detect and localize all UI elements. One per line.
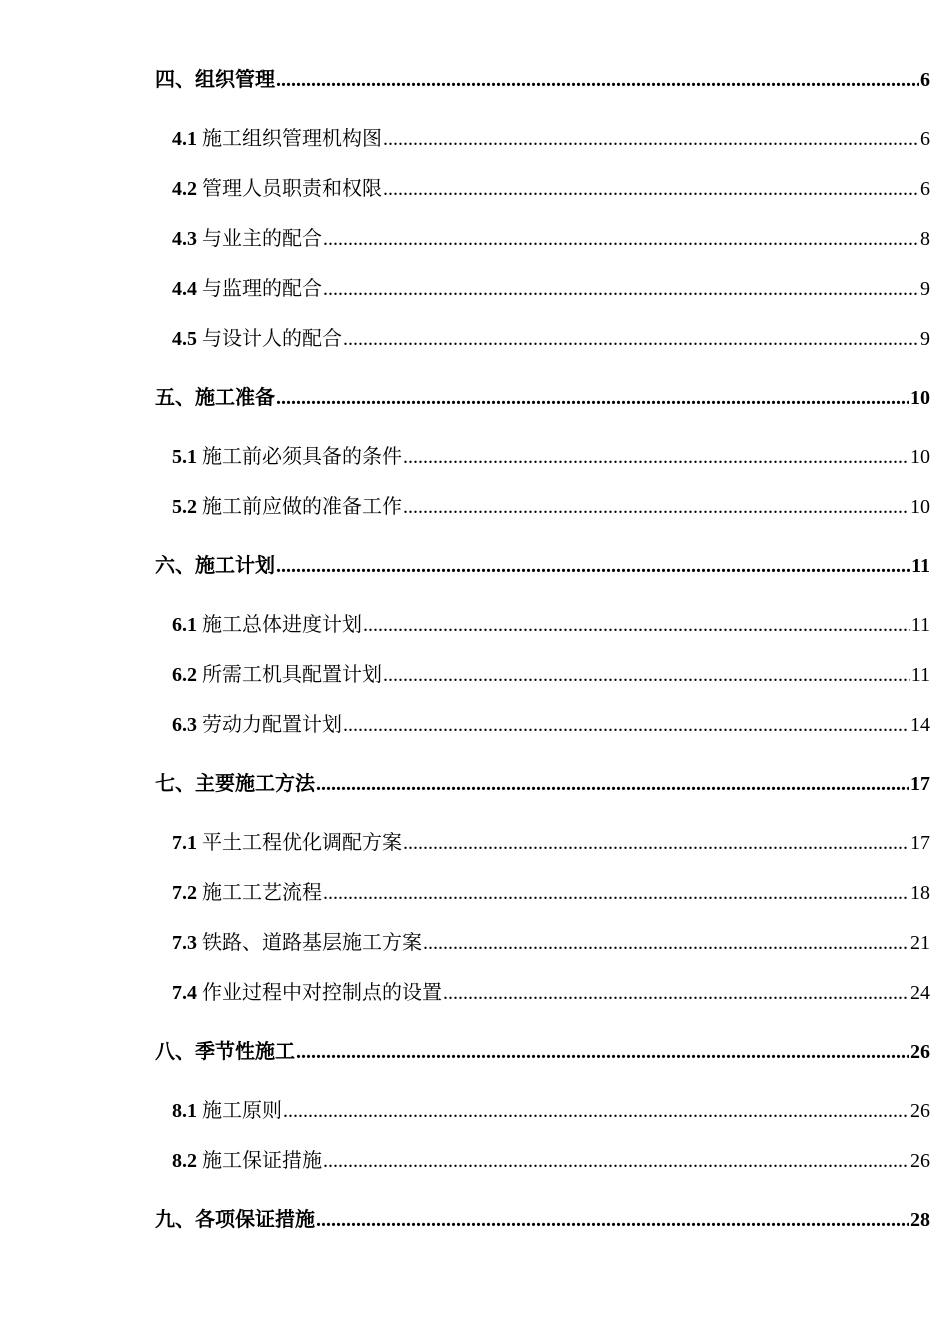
toc-dot-leader [363,610,910,640]
toc-entry-chapter-6[interactable] [155,551,930,581]
toc-page-number: 17 [910,832,930,854]
toc-entry-chapter-5[interactable] [155,383,930,413]
toc-page-number: 21 [910,932,930,954]
toc-entry-4-2[interactable] [172,174,930,204]
toc-section-number: 7.4 [172,982,197,1004]
toc-page-number: 6 [920,178,930,200]
toc-dot-leader [296,1037,909,1067]
toc-entry-5-2[interactable] [172,492,930,522]
toc-entry-title: 七、主要施工方法 [155,773,315,795]
toc-entry-chapter-4[interactable] [155,65,930,95]
toc-section-number: 8.2 [172,1150,197,1172]
toc-page-number: 26 [910,1100,930,1122]
toc-dot-leader [323,274,919,304]
toc-page-number: 9 [920,328,930,350]
toc-entry-6-2[interactable] [172,660,930,690]
toc-page-number: 11 [910,664,930,686]
toc-entry-7-1[interactable] [172,828,930,858]
toc-section-number: 4.5 [172,328,197,350]
toc-page-number: 26 [910,1041,930,1063]
toc-dot-leader [323,1146,909,1176]
toc-dot-leader [403,442,909,472]
toc-dot-leader [323,224,919,254]
toc-dot-leader [276,65,919,95]
toc-entry-title: 作业过程中对控制点的设置 [202,982,442,1004]
toc-entry-title: 六、施工计划 [155,555,275,577]
toc-dot-leader [443,978,909,1008]
toc-entry-chapter-8[interactable] [155,1037,930,1067]
toc-dot-leader [403,828,909,858]
toc-entry-title: 九、各项保证措施 [155,1209,315,1231]
toc-entry-title: 平土工程优化调配方案 [202,832,402,854]
toc-section-number: 7.2 [172,882,197,904]
toc-dot-leader [383,174,919,204]
toc-section-number: 7.3 [172,932,197,954]
toc-entry-5-1[interactable] [172,442,930,472]
toc-dot-leader [423,928,909,958]
toc-page-number: 8 [920,228,930,250]
toc-entry-title: 施工前应做的准备工作 [202,496,402,518]
toc-entry-title: 八、季节性施工 [155,1041,295,1063]
toc-page-number: 6 [920,128,930,150]
toc-entry-6-3[interactable] [172,710,930,740]
toc-section-number: 4.3 [172,228,197,250]
toc-section-number: 6.1 [172,614,197,636]
toc-entry-title: 与监理的配合 [202,278,322,300]
toc-page-number: 9 [920,278,930,300]
toc-page-number: 10 [910,446,930,468]
toc-dot-leader [383,660,910,690]
toc-entry-title: 施工工艺流程 [202,882,322,904]
toc-entry-4-5[interactable] [172,324,930,354]
toc-entry-4-3[interactable] [172,224,930,254]
toc-section-number: 7.1 [172,832,197,854]
toc-section-number: 5.2 [172,496,197,518]
toc-page-number: 10 [910,496,930,518]
toc-entry-chapter-7[interactable] [155,769,930,799]
toc-entry-8-2[interactable] [172,1146,930,1176]
toc-entry-title: 施工原则 [202,1100,282,1122]
toc-entry-title: 施工总体进度计划 [202,614,362,636]
toc-entry-title: 与设计人的配合 [202,328,342,350]
toc-entry-4-4[interactable] [172,274,930,304]
toc-entry-6-1[interactable] [172,610,930,640]
toc-entry-8-1[interactable] [172,1096,930,1126]
toc-page-number: 24 [910,982,930,1004]
toc-page-number: 11 [910,614,930,636]
toc-entry-7-4[interactable] [172,978,930,1008]
toc-dot-leader [383,124,919,154]
toc-entry-title: 所需工机具配置计划 [202,664,382,686]
toc-page-number: 17 [910,773,930,795]
toc-entry-title: 四、组织管理 [155,69,275,91]
toc-dot-leader [343,324,919,354]
toc-entry-title: 施工保证措施 [202,1150,322,1172]
toc-page-number: 11 [911,555,930,577]
toc-page-number: 10 [910,387,930,409]
toc-section-number: 8.1 [172,1100,197,1122]
toc-section-number: 4.1 [172,128,197,150]
toc-section-number: 6.2 [172,664,197,686]
toc-page-number: 14 [910,714,930,736]
toc-entry-title: 与业主的配合 [202,228,322,250]
toc-dot-leader [343,710,909,740]
toc-section-number: 4.4 [172,278,197,300]
toc-entry-title: 铁路、道路基层施工方案 [202,932,422,954]
toc-entry-chapter-9[interactable] [155,1205,930,1235]
toc-entry-7-2[interactable] [172,878,930,908]
toc-dot-leader [403,492,909,522]
toc-entry-title: 施工组织管理机构图 [202,128,382,150]
toc-page-number: 18 [910,882,930,904]
toc-entry-title: 施工前必须具备的条件 [202,446,402,468]
toc-entry-title: 管理人员职责和权限 [202,178,382,200]
toc-dot-leader [316,769,909,799]
toc-dot-leader [276,383,909,413]
toc-section-number: 5.1 [172,446,197,468]
toc-page-number: 26 [910,1150,930,1172]
toc-dot-leader [316,1205,909,1235]
toc-dot-leader [283,1096,909,1126]
toc-section-number: 6.3 [172,714,197,736]
toc-page-number: 28 [910,1209,930,1231]
toc-page-number: 6 [920,69,930,91]
toc-entry-title: 五、施工准备 [155,387,275,409]
toc-dot-leader [323,878,909,908]
toc-dot-leader [276,551,910,581]
toc-entry-7-3[interactable] [172,928,930,958]
toc-entry-title: 劳动力配置计划 [202,714,342,736]
toc-entry-4-1[interactable] [172,124,930,154]
toc-section-number: 4.2 [172,178,197,200]
